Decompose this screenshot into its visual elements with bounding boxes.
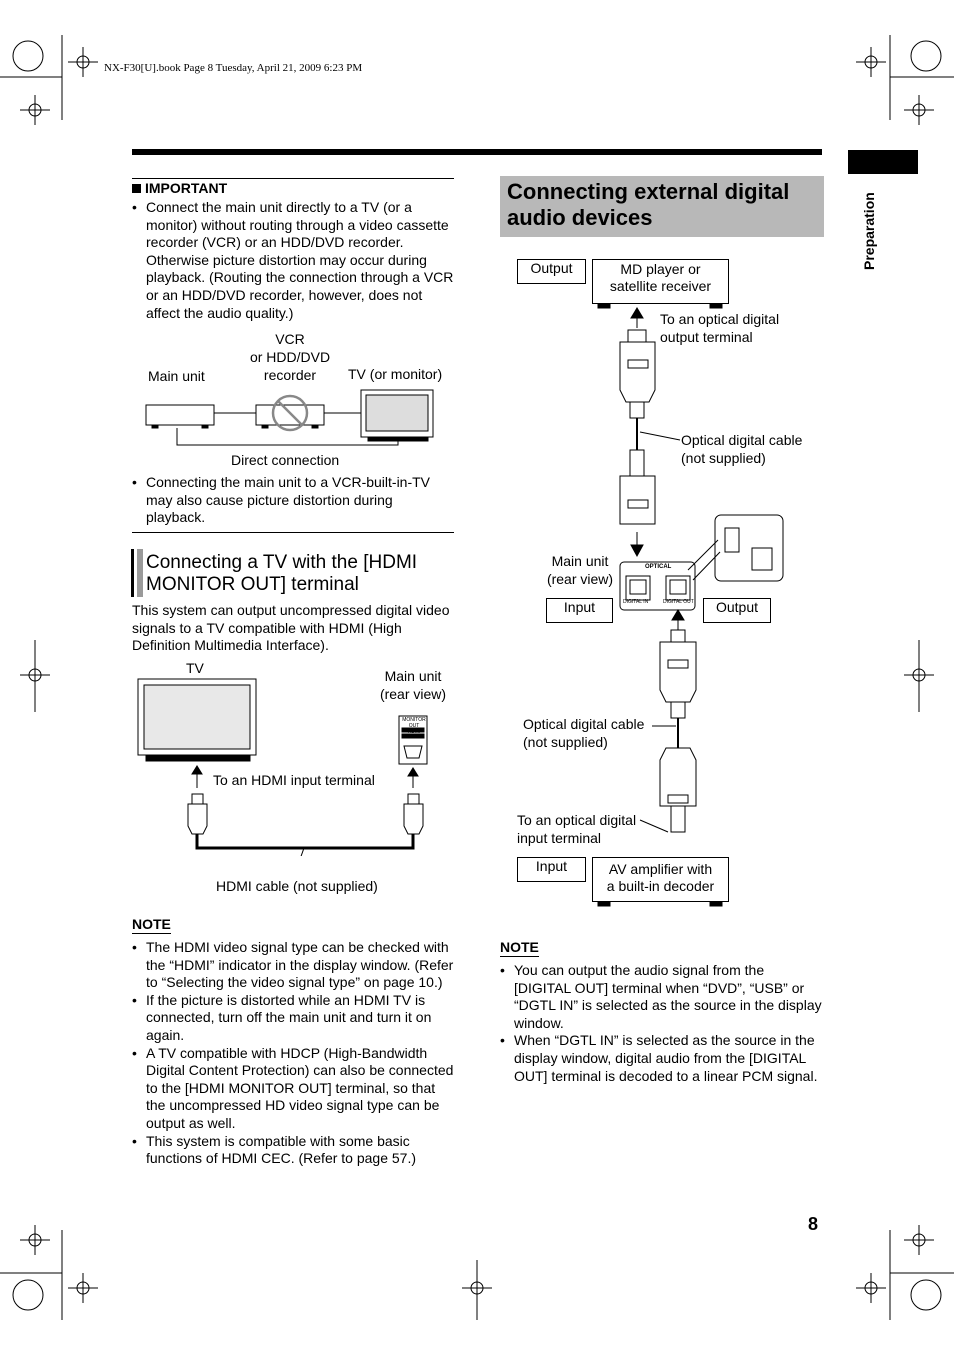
hdmi-main-unit-label: Main unit (rear view) [379,668,447,702]
input-bottom-box: Input [517,857,586,882]
vcr-diag-tv-label: TV (or monitor) [348,366,443,382]
note-right-list [500,962,824,1085]
hdmi-section-title: Connecting a TV with the [HDMI MONITOR OUT] terminal [146,552,418,595]
side-tab-block [848,150,918,174]
main-unit-label: Main unit (rear view) [546,553,614,587]
digital-out-label: DIGITAL OUT [663,599,694,605]
important-bottom-rule [132,532,454,533]
md-player-box: MD player or satellite receiver [592,259,729,304]
vcr-icon [256,405,324,425]
to-optical-out-label: To an optical digital output terminal [660,311,780,345]
top-rule [132,149,822,155]
important-bullet-1: • Connect the main unit directly to a TV (or a monitor) without routing through a video cassette recorder (VCR) or an HDD/DVD recorder. Otherwise picture distortion may occur during playback. (Routing the connection through a VCR or an HDD/DVD recorder, however, does not affect the audio quality.) [132,199,454,322]
hdmi-tv-label: TV [186,660,204,676]
book-info: NX-F30[U].book Page 8 Tuesday, April 21, 2009 6:23 PM [104,62,363,74]
note-left-item: • A TV compatible with HDCP (High-Bandwidth Digital Content Protection) can also be connected to the [HDMI MONITOR OUT] terminal, so that the uncompressed HD video signal type can be output as well. [132,1045,454,1133]
side-tab-label: Preparation [861,192,877,270]
registration-mark-icon [13,41,43,71]
optical-label: OPTICAL [645,564,672,570]
registration-mark-icon [911,41,941,71]
hdmi-cable-label: HDMI cable (not supplied) [216,878,378,894]
hdmi-plug-icon [192,794,203,804]
input-mid-box: Input [546,598,613,623]
optical-diagram [580,300,803,910]
main-unit-icon [146,405,214,425]
hdmi-port-label: MONITOR OUT HDMI [402,717,426,735]
note-right-item: • When “DGTL IN” is selected as the source in the display window, digital audio from the [DIGITAL OUT] terminal is decoded to a linear PCM signal. [500,1032,824,1085]
digital-in-label: DIGITAL IN [623,599,649,605]
cable-bottom-label: Optical digital cable (not supplied) [523,716,645,750]
output-top-box: Output [517,259,586,284]
registration-mark-icon [911,1280,941,1310]
note-left-item: • If the picture is distorted while an HDMI TV is connected, turn off the main unit and turn it on again. [132,992,454,1045]
vcr-diag-vcr-label: VCR or HDD/DVD recorder [249,331,331,383]
optical-plug-icon [660,642,696,702]
important-heading: IMPORTANT [132,180,227,196]
note-right-item: • You can output the audio signal from the [DIGITAL OUT] terminal when “DVD”, “USB” or “DGTL IN” is selected as the source in the display window. [500,962,824,1032]
registration-mark-icon [13,1280,43,1310]
square-bullet-icon [132,184,141,193]
important-list-2 [132,474,454,527]
important-list [132,199,454,322]
note-left-heading: NOTE [132,916,171,932]
note-left-item: • This system is compatible with some basic functions of HDMI CEC. (Refer to page 57.) [132,1133,454,1168]
important-bullet-2: • Connecting the main unit to a VCR-built-in-TV may also cause picture distortion during playback. [132,474,454,527]
note-left-list [132,939,454,1168]
cable-top-label: Optical digital cable (not supplied) [681,432,803,466]
vcr-diag-main-unit: Main unit [148,368,205,384]
vcr-diag-direct: Direct connection [231,452,340,468]
av-amplifier-box: AV amplifier with a built-in decoder [592,857,729,902]
note-left-item: • The HDMI video signal type can be checked with the “HDMI” indicator in the display window. (Refer to “Selecting the video signal type” on page 10.) [132,939,454,992]
output-mid-box: Output [703,598,771,623]
page-number: 8 [808,1214,819,1234]
hdmi-diagram [136,676,436,856]
to-optical-in-label: To an optical digital input terminal [517,812,637,846]
note-right-heading: NOTE [500,939,539,955]
optical-plug-icon [620,342,655,402]
hdmi-intro: This system can output uncompressed digital video signals to a TV compatible with HDMI (High Definition Multimedia Interface). [132,602,450,654]
hdmi-plug-icon [408,794,419,804]
digital-section-title: Connecting external digital audio devices [507,179,790,230]
hdmi-input-label: To an HDMI input terminal [213,772,375,788]
important-top-rule [132,178,454,179]
vcr-diagram [140,385,450,455]
